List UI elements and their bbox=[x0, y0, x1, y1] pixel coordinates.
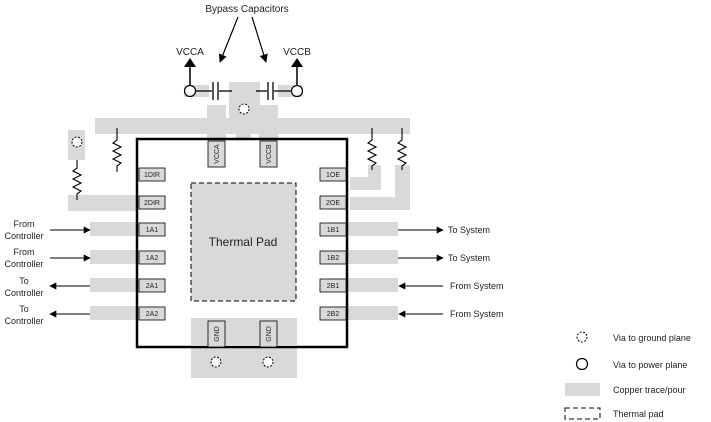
resistor-oe2 bbox=[398, 128, 406, 170]
pin-1a1-label: 1A1 bbox=[145, 227, 159, 234]
legend bbox=[565, 332, 691, 419]
thermal-pad-label: Thermal Pad bbox=[208, 235, 278, 249]
left-signal-1-line1: From bbox=[13, 219, 35, 229]
oe1-copper-trace bbox=[350, 177, 381, 190]
ground-via-left bbox=[72, 137, 82, 147]
a1-copper-trace bbox=[90, 222, 140, 236]
legend-ground-via-icon bbox=[577, 332, 587, 342]
legend-power-via-label: Via to power plane bbox=[613, 360, 688, 370]
vcca-label: VCCA bbox=[176, 47, 204, 58]
a4-copper-trace bbox=[90, 306, 140, 320]
right-signal-2: To System bbox=[448, 253, 491, 263]
vccb-copper-stub bbox=[259, 105, 278, 140]
resistor-left-dir bbox=[73, 160, 81, 200]
right-signal-4: From System bbox=[450, 309, 504, 319]
pin-1dir-label: 1DIR bbox=[144, 172, 160, 179]
pin-2oe-label: 2OE bbox=[325, 200, 341, 207]
legend-copper-swatch bbox=[565, 383, 600, 396]
legend-thermal-swatch bbox=[565, 408, 600, 419]
legend-ground-via-label: Via to ground plane bbox=[613, 333, 691, 343]
left-signal-3-line2: Controller bbox=[4, 288, 44, 298]
pin-1b2-label: 1B2 bbox=[326, 255, 340, 262]
pin-2b1-label: 2B1 bbox=[326, 283, 340, 290]
left-signal-2-line2: Controller bbox=[4, 259, 44, 269]
b2-copper-trace bbox=[348, 250, 398, 264]
bypass-pointer-right bbox=[252, 17, 266, 62]
left-signal-2-line1: From bbox=[13, 247, 35, 257]
resistor-oe1 bbox=[368, 128, 376, 170]
pin-2b2-label: 2B2 bbox=[326, 311, 340, 318]
a3-copper-trace bbox=[90, 278, 140, 292]
pin-gnd-1-label: GND bbox=[214, 326, 221, 342]
b3-copper-trace bbox=[348, 278, 398, 292]
pin-1a2-label: 1A2 bbox=[145, 255, 159, 262]
dir-copper-trace bbox=[68, 195, 138, 211]
ground-pour-inside bbox=[191, 318, 297, 346]
right-signal-3: From System bbox=[450, 281, 504, 291]
bypass-pointer-left bbox=[220, 17, 238, 62]
legend-copper-label: Copper trace/pour bbox=[613, 385, 686, 395]
left-signal-3-line1: To bbox=[19, 276, 29, 286]
pin-2dir-label: 2DIR bbox=[144, 200, 160, 207]
vccb-arrow-icon bbox=[291, 58, 303, 67]
vcca-copper-stub bbox=[207, 105, 226, 140]
ground-via-top bbox=[239, 104, 249, 114]
pin-1b1-label: 1B1 bbox=[326, 227, 340, 234]
ground-via-bottom-2 bbox=[263, 357, 273, 367]
power-via-vcca bbox=[185, 86, 196, 97]
right-signal-1: To System bbox=[448, 225, 491, 235]
legend-power-via-icon bbox=[577, 359, 588, 370]
pin-2a1-label: 2A1 bbox=[145, 283, 159, 290]
supply-connections bbox=[176, 47, 311, 85]
oe2-copper-trace bbox=[350, 197, 410, 210]
pin-vcca-label: VCCA bbox=[214, 144, 221, 164]
left-signal-4-line1: To bbox=[19, 304, 29, 314]
b1-copper-trace bbox=[348, 222, 398, 236]
vccb-label: VCCB bbox=[283, 47, 311, 58]
vcca-arrow-icon bbox=[184, 58, 196, 67]
power-via-vccb bbox=[292, 86, 303, 97]
legend-thermal-label: Thermal pad bbox=[613, 409, 664, 419]
left-signal-4-line2: Controller bbox=[4, 316, 44, 326]
top-copper-trace bbox=[95, 118, 410, 134]
pin-vccb-label: VCCB bbox=[266, 144, 273, 164]
pin-gnd-2-label: GND bbox=[266, 326, 273, 342]
pin-1oe-label: 1OE bbox=[325, 172, 341, 179]
left-signal-1-line2: Controller bbox=[4, 231, 44, 241]
right-signals bbox=[398, 225, 504, 319]
pin-2a2-label: 2A2 bbox=[145, 311, 159, 318]
ground-via-bottom-1 bbox=[211, 357, 221, 367]
resistor-top-left bbox=[113, 128, 121, 172]
b4-copper-trace bbox=[348, 306, 398, 320]
left-signals bbox=[4, 219, 90, 326]
a2-copper-trace bbox=[90, 250, 140, 264]
bypass-capacitors-label: Bypass Capacitors bbox=[205, 4, 289, 15]
